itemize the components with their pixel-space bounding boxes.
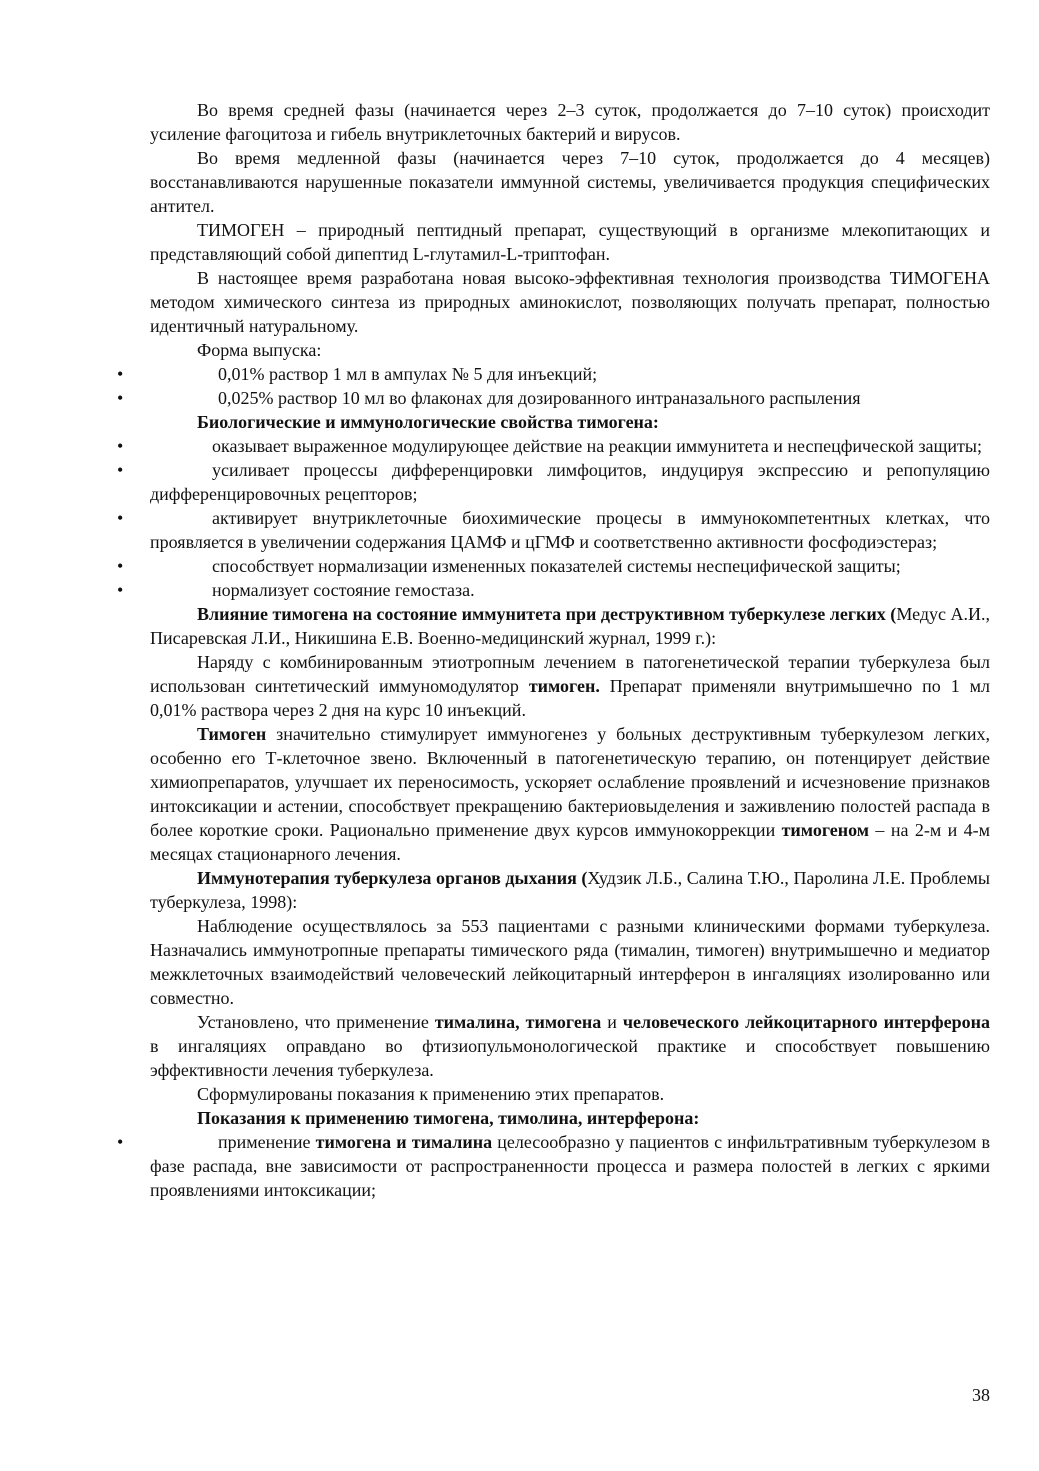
list-item [117,458,990,506]
list-item [117,434,990,458]
list-item-text [150,1130,990,1202]
list-item [117,554,990,578]
paragraph-technology: В настоящее время разработана новая высоко-эффективная технология производства ТИМОГЕНА методом химического синтеза из природных аминокислот, позволяющих получать препарат, полностью идентичный натуральному. [150,268,990,336]
bold-run: человеческого лейкоцитарного интерферона [622,1012,990,1032]
list-item-text: 0,025% раствор 10 мл во флаконах для дозированного интраназального распыления [218,388,861,408]
bullet-icon: • [117,436,124,456]
heading-bold-part: Иммунотерапия туберкулеза органов дыхания ( [197,868,588,888]
bullet-icon: • [117,556,124,576]
text-run: Наряду с комбинированным этиотропным лечением в патогенетической терапии туберкулеза был использован синтетический иммуномодулятор [150,652,990,696]
bullet-icon: • [117,1132,124,1152]
list-item [117,578,990,602]
list-item [117,506,990,554]
list-item-text: 0,01% раствор 1 мл в ампулах № 5 для инъекций; [218,364,598,384]
heading-influence-destructive-tb [150,602,990,650]
text-run: и [601,1012,623,1032]
list-item-text: активирует внутриклеточные биохимические процесы в иммунокомпетентных клетках, что проявляется в увеличении содержания ЦАМФ и цГМФ и соответственно активности фосфодиэстераз; [150,508,990,552]
heading-bold-part: Влияние тимогена на состояние иммунитета при деструктивном туберкулезе легких ( [197,604,897,624]
list-item-text: нормализует состояние гемостаза. [212,580,475,600]
page-number: 38 [972,1385,990,1405]
list-item [117,362,990,386]
list-item [117,1130,990,1202]
text-run: – на 2-м и 4-м месяцах стационарного лечения. [150,820,991,864]
form-label: Форма выпуска: [197,340,322,360]
bullet-icon: • [117,580,124,600]
bullet-icon: • [117,508,124,528]
text-run: в ингаляциях оправдано во фтизиопульмонологической практике и способствует повышению эффективности лечения туберкулеза. [150,1036,990,1080]
heading-bio-properties: Биологические и иммунологические свойства тимогена: [197,412,659,432]
list-item-text: оказывает выраженное модулирующее действие на реакции иммунитета и неспецфической защиты; [212,436,982,456]
bold-run: Тимоген [197,724,267,744]
list-item [117,386,990,410]
paragraph-indications-formulated: Сформулированы показания к применению этих препаратов. [197,1084,665,1104]
text-run: Установлено, что применение [197,1012,435,1032]
bold-run: тимогена и тималина [315,1132,493,1152]
paragraph-established [150,1010,990,1082]
paragraph-thymogen-definition: ТИМОГЕН – природный пептидный препарат, существующий в организме млекопитающих и представляющий собой дипептид L-глутамил-L-триптофан. [150,220,990,264]
text-run: значительно стимулирует иммуногенез у больных деструктивным туберкулезом легких, особенно его Т-клеточное звено. Включенный в патогенетическую терапию, он потенцирует действие химиопрепаратов, улучшает их переносимость, ускоряет ослабление проявлений и исчезновение признаков интоксикации и астении, способствует прекращению бактериовыделения и заживлению полостей распада в более короткие сроки. Рационально применение двух курсов иммунокоррекции [150,724,990,840]
heading-indications: Показания к применению тимогена, тимолина, интерферона: [197,1108,700,1128]
paragraph-thymogen-effect [150,722,990,866]
heading-immunotherapy [150,866,990,914]
bold-run: тимогеном [781,820,870,840]
paragraph-observation: Наблюдение осуществлялось за 553 пациентами с разными клиническими формами туберкулеза. Назначались иммунотропные препараты тимического ряда (тималин, тимоген) внутримышечно и медиатор межклеточных взаимодействий человеческий лейкоцитарный интерферон в ингаляциях изолированно или совместно. [150,916,990,1008]
bullet-icon: • [117,364,124,384]
paragraph-slow-phase: Во время медленной фазы (начинается через 7–10 суток, продолжается до 4 месяцев) восстанавливаются нарушенные показатели иммунной системы, увеличивается продукция специфических антител. [150,148,990,216]
list-item-text: усиливает процессы дифференцировки лимфоцитов, индуцируя экспрессию и репопуляцию дифференцировочных рецепторов; [150,460,990,504]
heading-citation: Худзик Л.Б., Салина Т.Ю., Паролина Л.Е. Проблемы туберкулеза, 1998): [150,868,991,912]
paragraph-combined-treatment [150,650,990,722]
text-run: применение [218,1132,316,1152]
bullet-icon: • [117,388,124,408]
text-run: Препарат применяли внутримышечно по 1 мл 0,01% раствора через 2 дня на курс 10 инъекций. [150,676,991,720]
paragraph-middle-phase: Во время средней фазы (начинается через 2–3 суток, продолжается до 7–10 суток) происходит усиление фагоцитоза и гибель внутриклеточных бактерий и вирусов. [150,100,990,144]
heading-citation: Медус А.И., Писаревская Л.И., Никишина Е.В. Военно-медицинский журнал, 1999 г.): [150,604,990,648]
bullet-icon: • [117,460,124,480]
document-body [117,98,991,1202]
list-item-text: способствует нормализации измененных показателей системы неспецифической защиты; [212,556,901,576]
bold-run: тимоген. [528,676,600,696]
bold-run: тималина, тимогена [434,1012,602,1032]
text-run: целесообразно у пациентов с инфильтративным туберкулезом в фазе распада, вне зависимости от распространенности процесса и размера полостей в легких с яркими проявлениями интоксикации; [150,1132,990,1200]
